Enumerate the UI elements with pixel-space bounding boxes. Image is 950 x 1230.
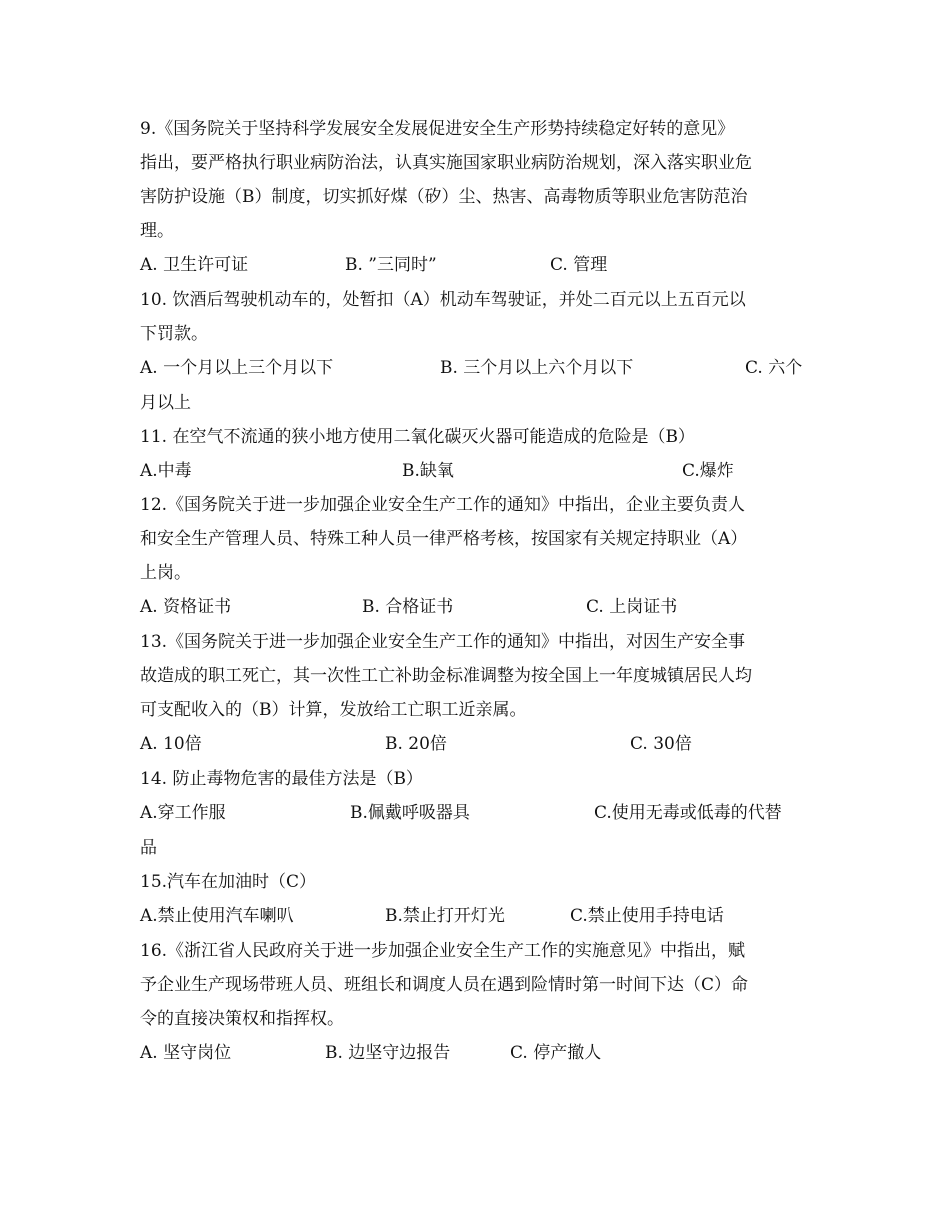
option-b: B. 边坚守边报告 xyxy=(325,1042,451,1063)
question-text-line: 理。 xyxy=(140,221,174,241)
question-14 xyxy=(140,762,820,865)
question-16 xyxy=(140,934,820,1071)
option-c: C. 停产撤人 xyxy=(510,1042,602,1063)
option-b: B. 三个月以上六个月以下 xyxy=(440,357,634,378)
option-b: B. ”三同时” xyxy=(345,255,437,275)
option-c: C.使用无毒或低毒的代替 xyxy=(594,802,782,823)
options-row xyxy=(140,796,820,831)
option-a: A.中毒 xyxy=(140,460,192,481)
option-c: C. 六个 xyxy=(745,357,803,378)
option-a: A. 10倍 xyxy=(140,734,202,755)
question-9 xyxy=(140,112,820,283)
options-row xyxy=(140,727,820,762)
question-10 xyxy=(140,283,820,420)
question-text-line: 可支配收入的（B）计算，发放给工亡职工近亲属。 xyxy=(140,700,527,721)
option-b: B.缺氧 xyxy=(402,460,454,481)
question-text-line: 和安全生产管理人员、特殊工种人员一律严格考核，按国家有关规定持职业（A） xyxy=(140,529,748,550)
document-page xyxy=(140,112,820,1070)
option-a: A.穿工作服 xyxy=(140,802,226,823)
question-text-line: 令的直接决策权和指挥权。 xyxy=(140,1008,344,1029)
options-row xyxy=(140,454,820,489)
option-a: A. 资格证书 xyxy=(140,597,232,618)
options-row xyxy=(140,1036,820,1071)
question-text-line: 予企业生产现场带班人员、班组长和调度人员在遇到险情时第一时间下达（C）命 xyxy=(140,974,749,995)
option-c: C. 30倍 xyxy=(630,734,692,755)
question-text-line: 害防护设施（B）制度，切实抓好煤（矽）尘、热害、高毒物质等职业危害防范治 xyxy=(140,187,748,207)
question-text-line: 9.《国务院关于坚持科学发展安全发展促进安全生产形势持续稳定好转的意见》 xyxy=(140,119,735,139)
option-a: A. 坚守岗位 xyxy=(140,1042,232,1063)
option-a: A.禁止使用汽车喇叭 xyxy=(140,905,294,926)
option-a: A. 卫生许可证 xyxy=(140,255,249,275)
option-continuation: 月以上 xyxy=(140,392,191,413)
question-11 xyxy=(140,420,820,489)
options-row xyxy=(140,248,820,283)
option-c: C. 上岗证书 xyxy=(586,597,678,618)
option-b: B.佩戴呼吸器具 xyxy=(350,802,470,823)
option-b: B. 20倍 xyxy=(385,734,447,755)
question-text-line: 12.《国务院关于进一步加强企业安全生产工作的通知》中指出，企业主要负责人 xyxy=(140,495,746,516)
option-a: A. 一个月以上三个月以下 xyxy=(140,357,334,378)
options-row xyxy=(140,899,820,934)
question-text-line: 16.《浙江省人民政府关于进一步加强企业安全生产工作的实施意见》中指出，赋 xyxy=(140,940,746,961)
question-12 xyxy=(140,488,820,625)
question-text-line: 15.汽车在加油时（C） xyxy=(140,871,317,892)
question-text-line: 14. 防止毒物危害的最佳方法是（B） xyxy=(140,768,423,789)
question-15 xyxy=(140,865,820,934)
option-c: C. 管理 xyxy=(550,255,608,275)
option-continuation: 品 xyxy=(140,837,157,858)
question-text-line: 11. 在空气不流通的狭小地方使用二氧化碳灭火器可能造成的危险是（B） xyxy=(140,426,695,447)
options-row xyxy=(140,351,820,386)
option-b: B. 合格证书 xyxy=(362,597,454,618)
question-text-line: 13.《国务院关于进一步加强企业安全生产工作的通知》中指出，对因生产安全事 xyxy=(140,632,746,653)
option-c: C.禁止使用手持电话 xyxy=(570,905,724,926)
question-text-line: 10. 饮酒后驾驶机动车的，处暂扣（A）机动车驾驶证，并处二百元以上五百元以 xyxy=(140,289,746,310)
option-b: B.禁止打开灯光 xyxy=(385,905,505,926)
question-text-line: 下罚款。 xyxy=(140,323,208,344)
question-text-line: 故造成的职工死亡，其一次性工亡补助金标准调整为按全国上一年度城镇居民人均 xyxy=(140,666,752,687)
question-13 xyxy=(140,625,820,762)
question-text-line: 上岗。 xyxy=(140,563,191,584)
question-text-line: 指出，要严格执行职业病防治法，认真实施国家职业病防治规划，深入落实职业危 xyxy=(140,153,752,173)
option-c: C.爆炸 xyxy=(682,460,734,481)
options-row xyxy=(140,590,820,625)
